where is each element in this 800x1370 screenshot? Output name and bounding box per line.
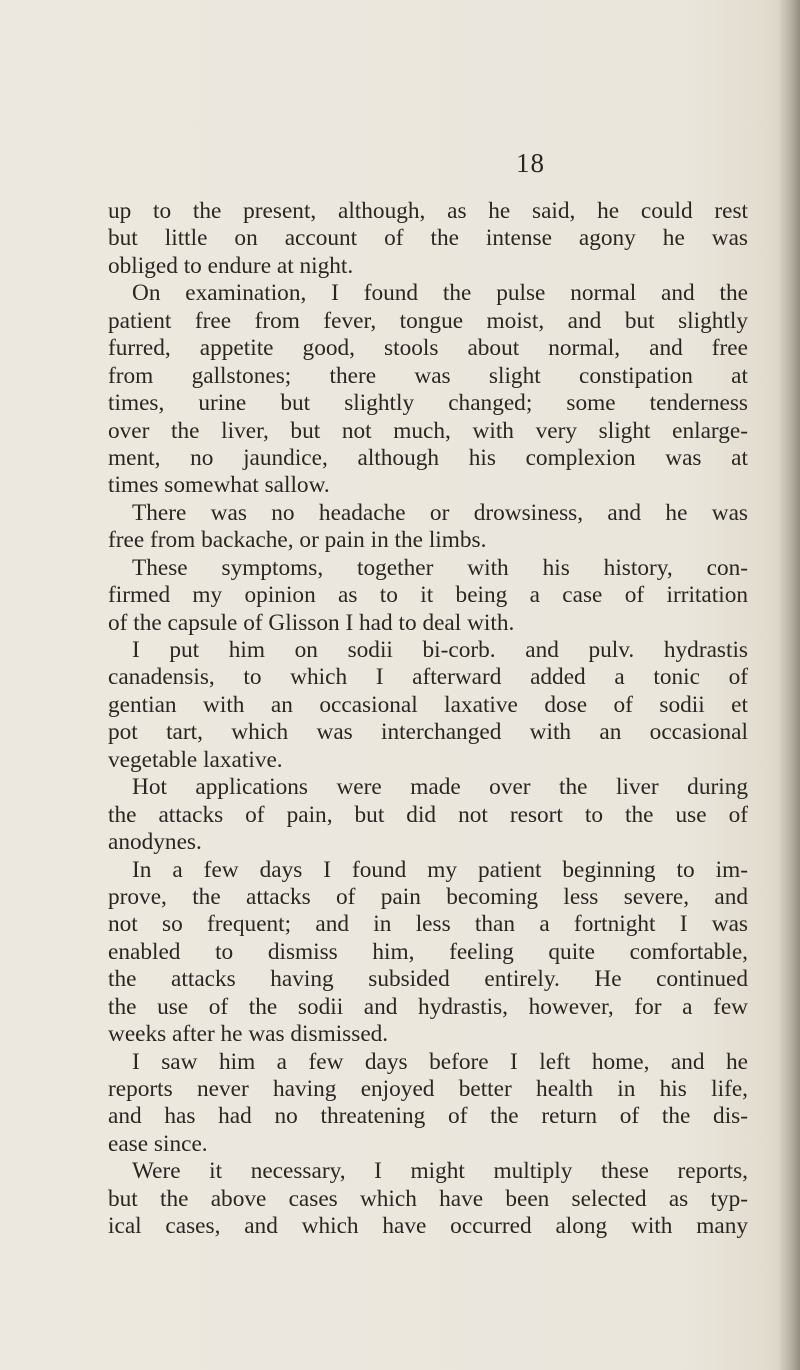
text-line: pot tart, which was interchanged with an occasional: [108, 719, 748, 746]
text-line: enabled to dismiss him, feeling quite comfortable,: [108, 938, 748, 965]
text-line: I saw him a few days before I left home, and he: [132, 1048, 748, 1075]
text-line: firmed my opinion as to it being a case of irritation: [108, 582, 748, 609]
body-text: [108, 198, 748, 1241]
text-line: I put him on sodii bi-corb. and pulv. hydrastis: [132, 637, 748, 663]
text-line: anodynes.: [108, 829, 202, 856]
text-line: the attacks of pain, but did not resort to the use of: [108, 801, 748, 828]
text-line: over the liver, but not much, with very slight enlarge-: [108, 417, 748, 444]
text-line: In a few days I found my patient beginning to im-: [132, 856, 748, 883]
text-line: These symptoms, together with his history, con-: [132, 554, 748, 581]
text-line: times somewhat sallow.: [108, 472, 330, 499]
text-line: and has had no threatening of the return of the dis-: [108, 1103, 748, 1130]
text-line: from gallstones; there was slight constipation at: [108, 362, 748, 389]
text-line: prove, the attacks of pain becoming less severe, and: [108, 883, 748, 910]
text-line: of the capsule of Glisson I had to deal with.: [108, 609, 515, 636]
text-line: free from backache, or pain in the limbs.: [108, 527, 487, 554]
text-line: obliged to endure at night.: [108, 252, 354, 279]
text-line: ease since.: [108, 1130, 208, 1157]
text-line: Hot applications were made over the liver during: [132, 774, 748, 801]
text-line: vegetable laxative.: [108, 746, 283, 773]
text-line: reports never having enjoyed better health in his life,: [108, 1076, 748, 1102]
text-line: Were it necessary, I might multiply these reports,: [132, 1158, 748, 1185]
text-line: furred, appetite good, stools about normal, and free: [108, 335, 748, 362]
text-line: patient free from fever, tongue moist, and but slightly: [108, 307, 748, 334]
text-line: not so frequent; and in less than a fortnight I was: [108, 911, 748, 938]
text-line: weeks after he was dismissed.: [108, 1021, 389, 1048]
text-line: the attacks having subsided entirely. He continued: [108, 966, 748, 993]
text-line: On examination, I found the pulse normal and the: [132, 280, 748, 307]
text-line: ical cases, and which have occurred along with many: [108, 1213, 748, 1240]
text-line: but the above cases which have been selected as typ-: [108, 1185, 748, 1212]
text-line: gentian with an occasional laxative dose of sodii et: [108, 691, 748, 718]
text-line: but little on account of the intense agony he was: [108, 225, 748, 252]
text-line: canadensis, to which I afterward added a tonic of: [108, 664, 748, 691]
page-edge-shadow: [778, 0, 800, 1370]
page-number: 18: [516, 148, 545, 178]
text-line: There was no headache or drowsiness, and he was: [132, 499, 748, 526]
text-line: the use of the sodii and hydrastis, however, for a few: [108, 993, 748, 1020]
text-line: ment, no jaundice, although his complexion was at: [108, 444, 748, 471]
text-line: times, urine but slightly changed; some tenderness: [108, 390, 748, 417]
text-line: up to the present, although, as he said, he could rest: [108, 198, 748, 224]
